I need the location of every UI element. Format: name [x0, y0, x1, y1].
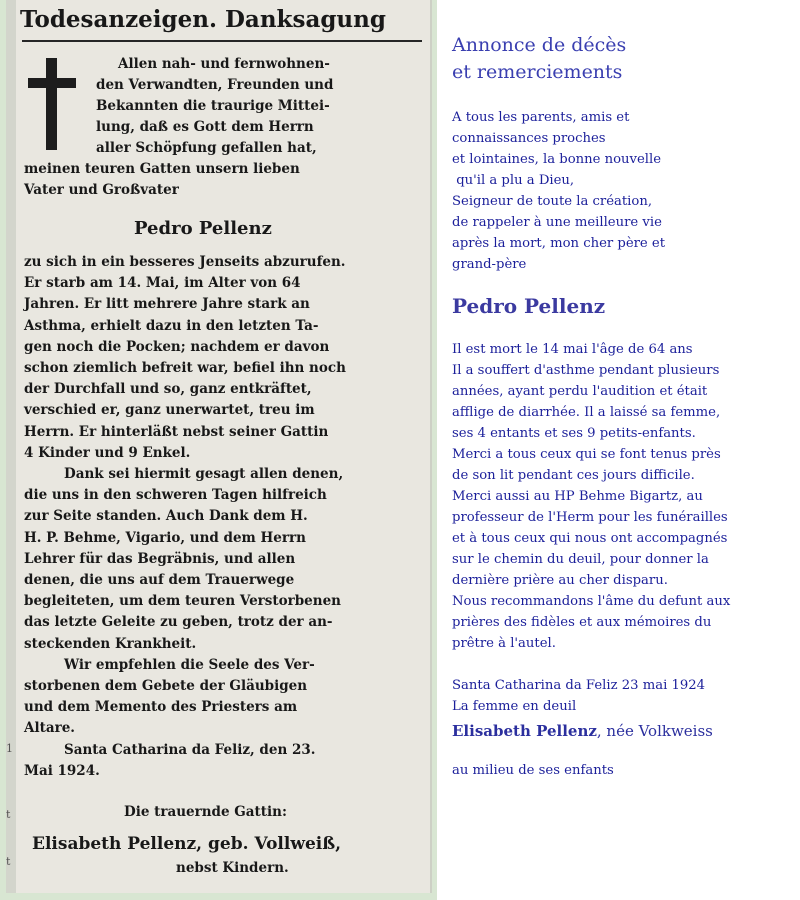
- heading-rule: [22, 40, 422, 42]
- translation-title: [452, 32, 626, 86]
- clipping-line: Bekannten die traurige Mittei-: [96, 98, 330, 114]
- translation-body: [452, 339, 730, 654]
- body-line: ses 4 entants et ses 9 petits-enfants.: [452, 426, 696, 441]
- body-line: professeur de l'Herm pour les funérailles: [452, 510, 728, 525]
- intro-line: qu'il a plu a Dieu,: [452, 173, 575, 188]
- clipping-closing: nebst Kindern.: [176, 860, 289, 876]
- margin-mark: t: [6, 855, 11, 868]
- clipping-line: steckenden Krankheit.: [24, 635, 197, 652]
- body-line: années, ayant perdu l'audition et était: [452, 384, 708, 399]
- clipping-line: Mai 1924.: [24, 762, 100, 779]
- clipping-line: Wir empfehlen die Seele des Ver-: [64, 656, 315, 673]
- intro-line: et lointaines, la bonne nouvelle: [452, 152, 662, 167]
- translation-closing: au milieu de ses enfants: [452, 763, 614, 778]
- clipping-line: Herrn. Er hinterläßt nebst seiner Gattin: [24, 423, 329, 440]
- clipping-line: das letzte Geleite zu geben, trotz der an-: [24, 614, 333, 631]
- body-line: sur le chemin du deuil, pour donner la: [452, 552, 709, 567]
- clipping-line: denen, die uns auf dem Trauerwege: [24, 572, 295, 588]
- clipping-line: Lehrer für das Begräbnis, und allen: [24, 550, 296, 567]
- clipping-line: der Durchfall und so, ganz entkräftet,: [24, 381, 312, 398]
- widow-label: La femme en deuil: [452, 699, 577, 714]
- place-date: Santa Catharina da Feliz 23 mai 1924: [452, 678, 706, 693]
- clipping-line: Asthma, erhielt dazu in den letzten Ta-: [24, 317, 319, 334]
- margin-mark: t: [6, 808, 11, 821]
- clipping-line: Er starb am 14. Mai, im Alter von 64: [24, 275, 301, 292]
- translation-widow-suffix: , née Volkweiss: [596, 722, 713, 740]
- clipping-line: Dank sei hiermit gesagt allen denen,: [64, 466, 344, 482]
- clipping-line: meinen teuren Gatten unsern lieben: [24, 161, 300, 177]
- clipping-signoff: Die trauernde Gattin:: [124, 804, 287, 820]
- clipping-line: begleiteten, um dem teuren Verstorbenen: [24, 593, 341, 610]
- translation-signoff: [452, 675, 705, 717]
- body-line: Il est mort le 14 mai l'âge de 64 ans: [452, 342, 693, 357]
- body-line: dernière prière au cher disparu.: [452, 573, 668, 588]
- clipping-line: den Verwandten, Freunden und: [96, 77, 334, 93]
- intro-line: Seigneur de toute la création,: [452, 194, 653, 209]
- body-line: afflige de diarrhée. Il a laissé sa femme,: [452, 405, 721, 420]
- clipping-line: zu sich in ein besseres Jenseits abzurufen.: [24, 254, 346, 270]
- margin-mark: 1: [6, 742, 13, 755]
- title-line: et remerciements: [452, 61, 623, 83]
- clipping-line: storbenen dem Gebete der Gläubigen: [24, 678, 308, 694]
- clipping-line: aller Schöpfung gefallen hat,: [96, 140, 317, 156]
- intro-line: A tous les parents, amis et: [452, 110, 630, 125]
- clipping-line: Santa Catharina da Feliz, den 23.: [64, 741, 316, 758]
- clipping-line: Jahren. Er litt mehrere Jahre stark an: [24, 296, 310, 313]
- body-line: Merci a tous ceux qui se font tenus près: [452, 447, 721, 462]
- cross-icon-bar: [28, 78, 76, 88]
- clipping-line: die uns in den schweren Tagen hilfreich: [24, 487, 327, 504]
- translation-widow-name: Elisabeth Pellenz: [452, 722, 597, 740]
- intro-line: de rappeler à une meilleure vie: [452, 215, 662, 230]
- cross-icon: [46, 58, 57, 150]
- clipping-line: Allen nah- und fernwohnen-: [118, 56, 330, 72]
- body-line: prêtre à l'autel.: [452, 636, 556, 651]
- body-line: Merci aussi au HP Behme Bigartz, au: [452, 489, 703, 504]
- clipping-line: schon ziemlich befreit war, befiel ihn noch: [24, 360, 346, 376]
- newspaper-clipping: [6, 0, 432, 893]
- clipping-line: 4 Kinder und 9 Enkel.: [24, 444, 191, 461]
- clipping-heading: Todesanzeigen. Danksagung: [20, 6, 386, 33]
- translation-intro: [452, 107, 665, 275]
- clipping-line: gen noch die Pocken; nachdem er davon: [24, 338, 330, 355]
- clipping-edge: [6, 0, 16, 893]
- clipping-line: und dem Memento des Priesters am: [24, 699, 298, 716]
- intro-line: grand-père: [452, 257, 527, 272]
- title-line: Annonce de décès: [452, 34, 627, 56]
- deceased-name: Pedro Pellenz: [134, 218, 272, 239]
- clipping-line: lung, daß es Gott dem Herrn: [96, 119, 314, 135]
- clipping-line: Altare.: [24, 720, 75, 737]
- body-line: prières des fidèles et aux mémoires du: [452, 615, 712, 630]
- body-line: de son lit pendant ces jours difficile.: [452, 468, 695, 483]
- body-line: et à tous ceux qui nous ont accompagnés: [452, 531, 728, 546]
- translation-widow: [452, 722, 713, 740]
- translation-deceased-name: Pedro Pellenz: [452, 294, 606, 318]
- clipping-line: verschied er, ganz unerwartet, treu im: [24, 402, 315, 419]
- clipping-line: Vater und Großvater: [24, 182, 179, 198]
- intro-line: après la mort, mon cher père et: [452, 236, 666, 251]
- clipping-line: H. P. Behme, Vigario, und dem Herrn: [24, 529, 306, 546]
- intro-line: connaissances proches: [452, 131, 606, 146]
- clipping-line: zur Seite standen. Auch Dank dem H.: [24, 508, 308, 525]
- body-line: Il a souffert d'asthme pendant plusieurs: [452, 363, 720, 378]
- widow-name: Elisabeth Pellenz, geb. Vollweiß,: [32, 834, 342, 854]
- body-line: Nous recommandons l'âme du defunt aux: [452, 594, 731, 609]
